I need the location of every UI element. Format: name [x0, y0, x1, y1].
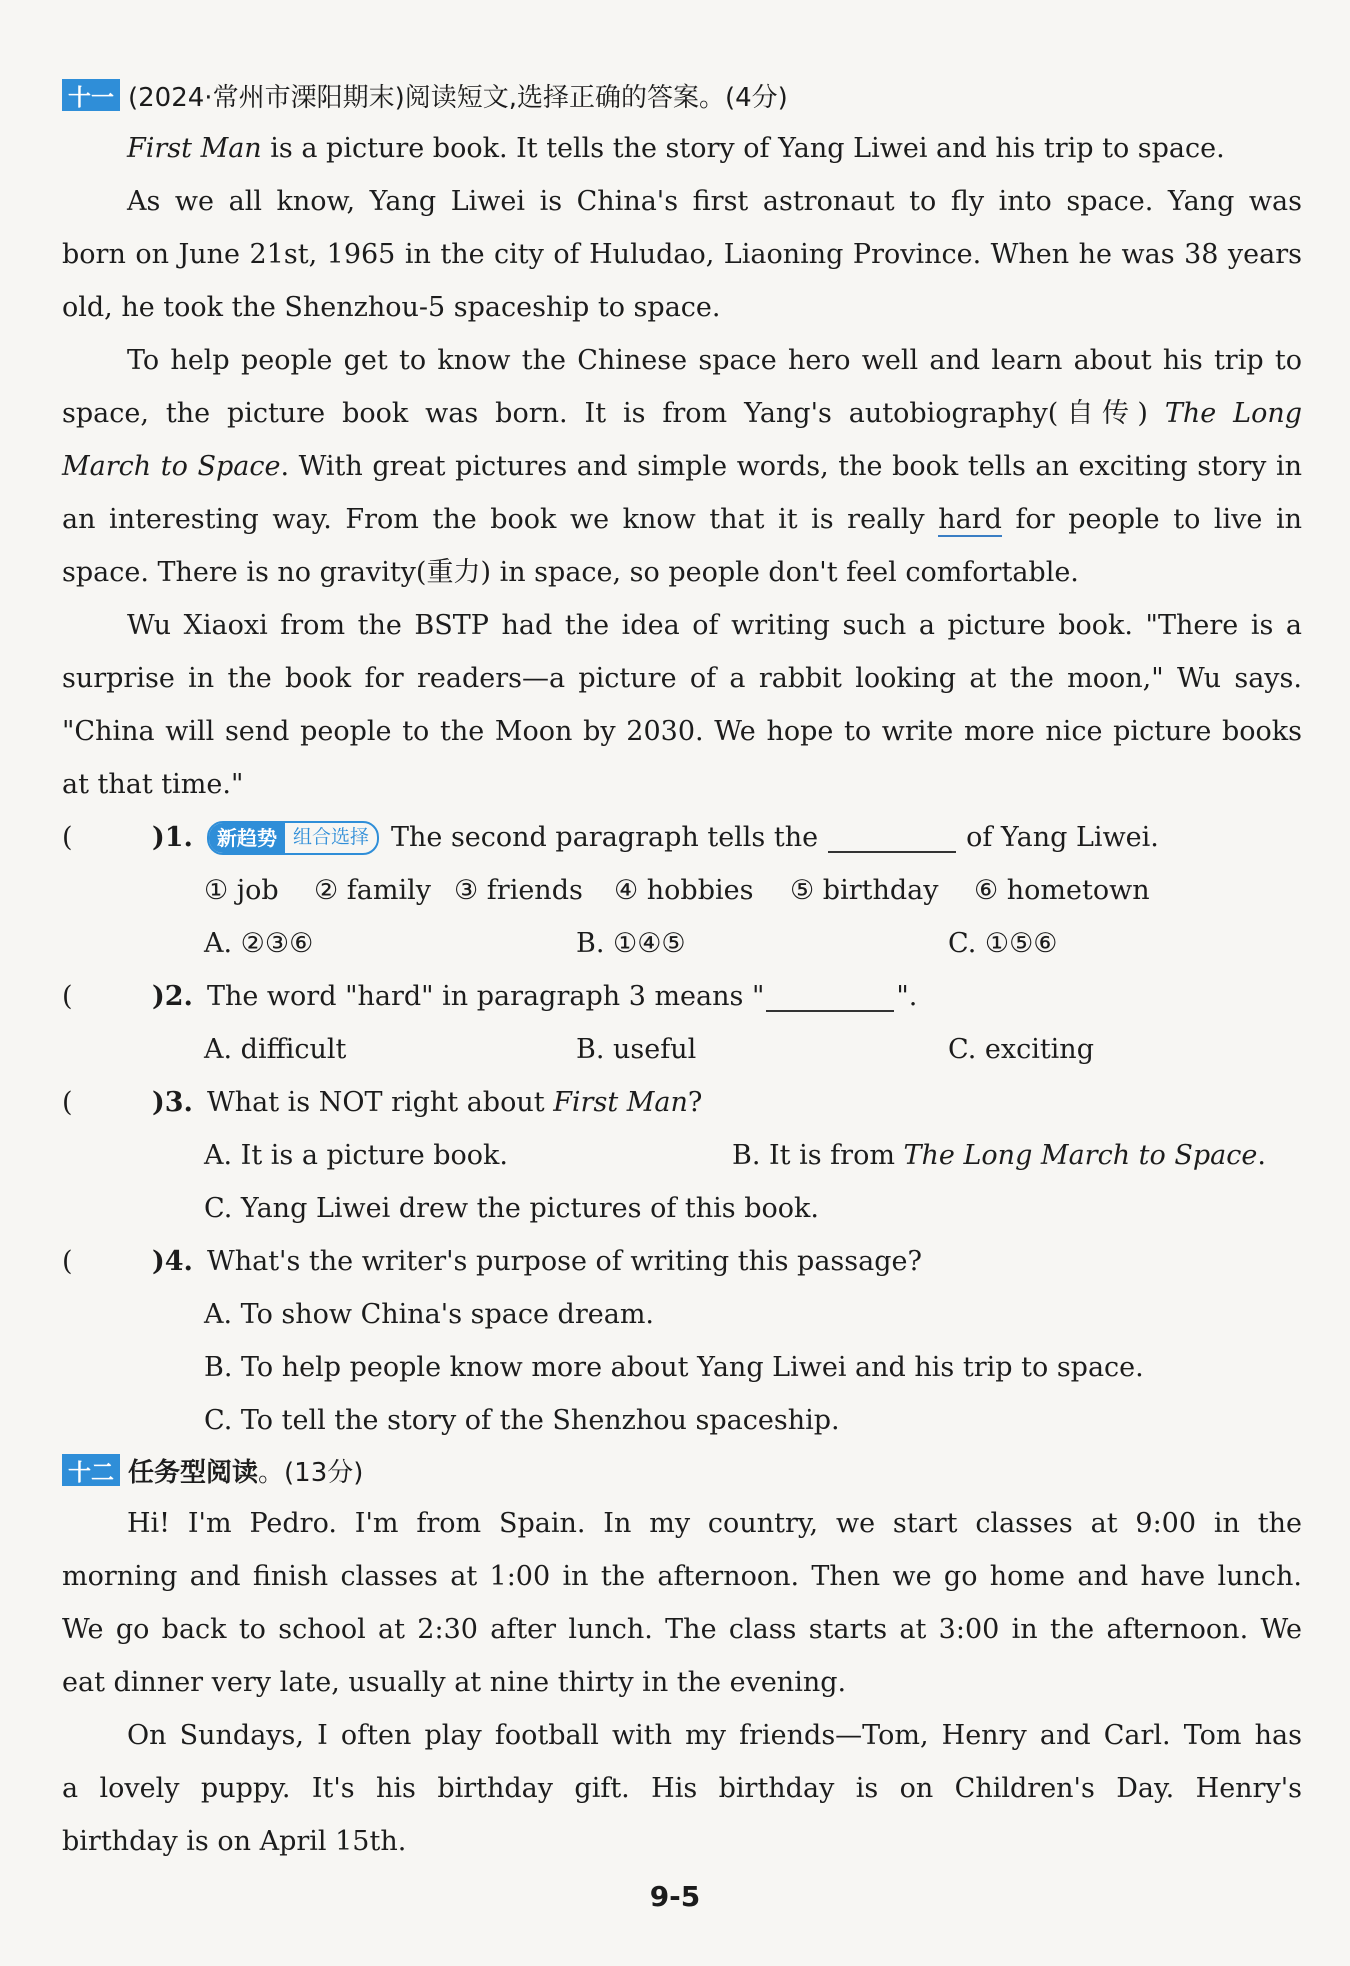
- passage-2-line: morning and finish classes at 1:00 in the afternoon. Then we go home and have lunch.: [62, 1561, 1302, 1592]
- option-c[interactable]: C. exciting: [948, 1034, 1094, 1065]
- option-c[interactable]: C. To tell the story of the Shenzhou spaceship.: [204, 1405, 840, 1436]
- question-2: [62, 970, 1302, 1023]
- question-number: )4.: [152, 1246, 193, 1277]
- book-title: First Man: [127, 133, 262, 164]
- question-3: ( )3. What is NOT right about First Man ?: [62, 1076, 1302, 1129]
- question-number: )1.: [152, 822, 193, 853]
- passage-1: [62, 122, 1302, 811]
- passage-1-line: born on June 21st, 1965 in the city of Huludao, Liaoning Province. When he was 38 years: [62, 239, 1302, 270]
- underlined-word-hard: hard: [938, 504, 1002, 535]
- option-a[interactable]: A. It is a picture book.: [204, 1140, 509, 1171]
- section-11-badge: 十一: [62, 79, 120, 111]
- content: [62, 72, 1302, 1868]
- passage-2-line: birthday is on April 15th.: [62, 1826, 407, 1857]
- q4-options: [62, 1288, 1302, 1341]
- question-text: The second paragraph tells the: [390, 822, 819, 853]
- passage-1-line: As we all know, Yang Liwei is China's first astronaut to fly into space. Yang was: [127, 186, 1302, 217]
- answer-bracket[interactable]: (: [62, 1087, 73, 1118]
- question-4: [62, 1235, 1302, 1288]
- q2-options: [62, 1023, 1302, 1076]
- section-11-heading: [62, 72, 1302, 118]
- section-12-title: 任务型阅读。(13分): [128, 1457, 364, 1488]
- option-c[interactable]: C. Yang Liwei drew the pictures of this book.: [204, 1193, 819, 1224]
- passage-2-line: a lovely puppy. It's his birthday gift. His birthday is on Children's Day. Henry's: [62, 1773, 1302, 1804]
- option-c[interactable]: C. ①⑤⑥: [948, 928, 1058, 959]
- passage-1-line: Wu Xiaoxi from the BSTP had the idea of writing such a picture book. "There is a: [127, 610, 1302, 641]
- page-number: 9-5: [649, 1880, 701, 1913]
- q1-items: [62, 864, 1302, 917]
- trend-tag: 新趋势 组合选择: [207, 821, 379, 855]
- passage-1-line: March to Space. With great pictures and simple words, the book tells an exciting story in: [62, 451, 1302, 482]
- q1-item: ④ hobbies: [614, 875, 754, 906]
- passage-1-line: To help people get to know the Chinese space hero well and learn about his trip to: [127, 345, 1302, 376]
- q1-item: ① job: [204, 875, 279, 906]
- answer-bracket[interactable]: (: [62, 1246, 73, 1277]
- passage-2: [62, 1497, 1302, 1868]
- question-text: of Yang Liwei.: [966, 822, 1159, 853]
- question-1: [62, 811, 1302, 864]
- question-text: ".: [896, 981, 918, 1012]
- q4-options: [62, 1394, 1302, 1447]
- answer-bracket[interactable]: (: [62, 981, 73, 1012]
- passage-1-line: "China will send people to the Moon by 2030. We hope to write more nice picture books: [62, 716, 1302, 747]
- passage-2-line: Hi! I'm Pedro. I'm from Spain. In my country, we start classes at 9:00 in the: [127, 1508, 1302, 1539]
- question-text: What is NOT right about: [206, 1087, 545, 1118]
- section-12-badge: 十二: [62, 1454, 120, 1486]
- question-text: What's the writer's purpose of writing this passage?: [206, 1246, 922, 1277]
- answer-bracket[interactable]: (: [62, 822, 73, 853]
- passage-2-line: On Sundays, I often play football with my friends—Tom, Henry and Carl. Tom has: [127, 1720, 1302, 1751]
- q1-item: ⑤ birthday: [790, 875, 939, 906]
- answer-blank[interactable]: [828, 823, 956, 853]
- option-b[interactable]: B. It is from The Long March to Space.: [732, 1140, 1266, 1171]
- option-b[interactable]: B. useful: [576, 1034, 697, 1065]
- option-a[interactable]: A. difficult: [204, 1034, 347, 1065]
- option-a[interactable]: A. To show China's space dream.: [204, 1299, 655, 1330]
- answer-blank[interactable]: [766, 982, 894, 1012]
- passage-1-line: an interesting way. From the book we know that it is really hard for people to live in: [62, 504, 1302, 535]
- passage-1-line: space. There is no gravity(重力) in space, so people don't feel comfortable.: [62, 557, 1079, 588]
- q3-options-row: [62, 1182, 1302, 1235]
- q1-options: [62, 917, 1302, 970]
- section-12-heading: [62, 1447, 1302, 1493]
- option-b[interactable]: B. To help people know more about Yang Liwei and his trip to space.: [204, 1352, 1144, 1383]
- question-number: )2.: [152, 981, 193, 1012]
- passage-1-line: First Man is a picture book. It tells the story of Yang Liwei and his trip to space.: [127, 133, 1225, 164]
- section-11-title: (2024·常州市溧阳期末)阅读短文,选择正确的答案。(4分): [128, 82, 788, 113]
- q4-options: [62, 1341, 1302, 1394]
- question-text: The word "hard" in paragraph 3 means ": [206, 981, 765, 1012]
- book-title: First Man: [553, 1087, 688, 1118]
- option-a[interactable]: A. ②③⑥: [204, 928, 314, 959]
- option-b[interactable]: B. ①④⑤: [576, 928, 686, 959]
- q1-item: ⑥ hometown: [974, 875, 1150, 906]
- passage-1-line: old, he took the Shenzhou-5 spaceship to space.: [62, 292, 721, 323]
- passage-1-line: at that time.": [62, 769, 244, 800]
- passage-2-line: eat dinner very late, usually at nine thirty in the evening.: [62, 1667, 847, 1698]
- q1-item: ② family: [314, 875, 432, 906]
- question-number: )3.: [152, 1087, 193, 1118]
- passage-1-line: surprise in the book for readers—a picture of a rabbit looking at the moon," Wu says.: [62, 663, 1302, 694]
- q1-item: ③ friends: [454, 875, 583, 906]
- passage-1-line: space, the picture book was born. It is from Yang's autobiography(自传) The Long: [62, 398, 1302, 429]
- passage-2-line: We go back to school at 2:30 after lunch. The class starts at 3:00 in the afternoon. We: [62, 1614, 1302, 1645]
- q3-options-row: [62, 1129, 1302, 1182]
